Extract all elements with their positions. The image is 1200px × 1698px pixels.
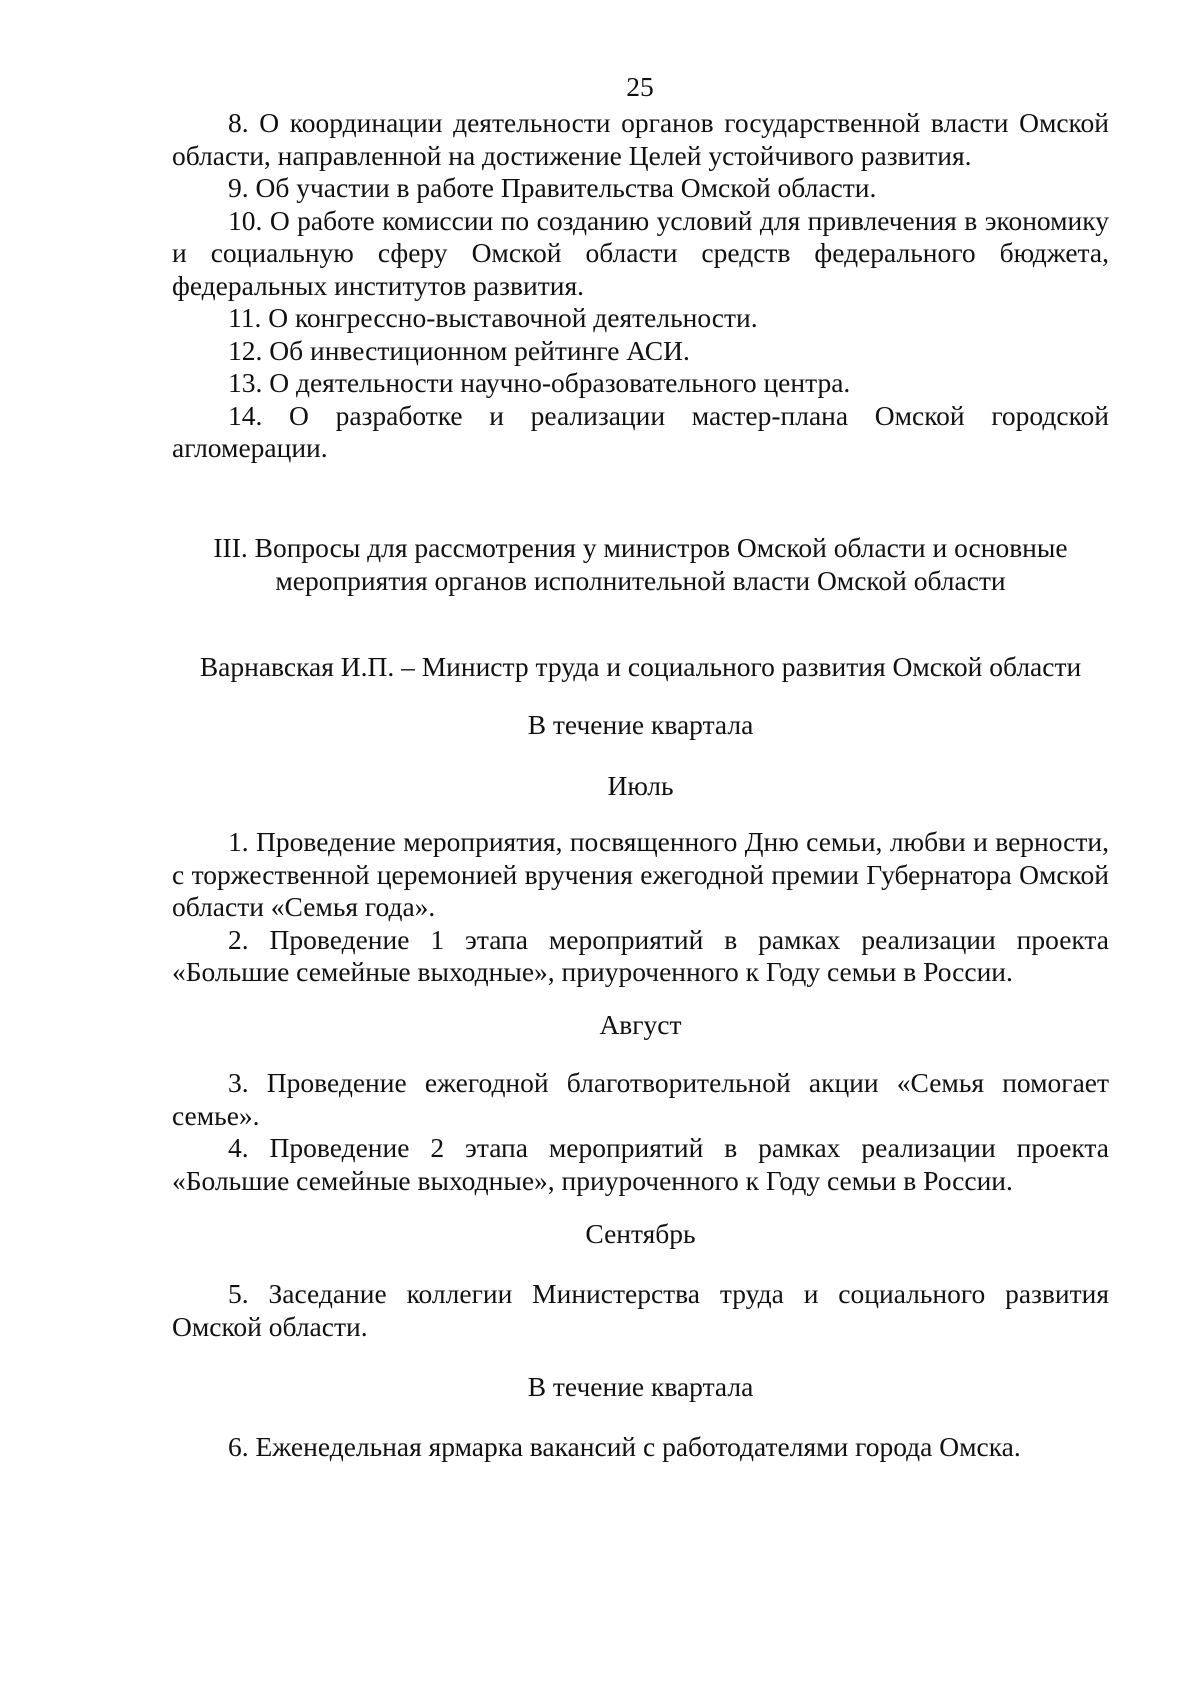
period-heading-2: В течение квартала xyxy=(527,1371,754,1402)
quarter-items-list xyxy=(172,1431,1109,1464)
period-heading: В течение квартала xyxy=(527,709,754,740)
list-item: 11. О конгрессно-выставочной деятельности. xyxy=(228,302,758,333)
section-heading xyxy=(172,532,1109,597)
list-item: 3. Проведение ежегодной благотворительной акции «Семья помогает семье». xyxy=(172,1067,1109,1131)
august-items-list xyxy=(172,1067,1109,1197)
list-item: 1. Проведение мероприятия, посвященного Дню семьи, любви и верности, с торжественной церемонией вручения ежегодной премии Губернатора Омской области «Семья года». xyxy=(172,826,1109,922)
july-items-list xyxy=(172,826,1109,989)
list-item: 2. Проведение 1 этапа мероприятий в рамках реализации проекта «Большие семейные выходные», приуроченного к Году семьи в России. xyxy=(172,923,1109,987)
minister-heading: Варнавская И.П. – Министр труда и социального развития Омской области xyxy=(199,651,1082,682)
list-item: 6. Еженедельная ярмарка вакансий с работодателями города Омска. xyxy=(228,1431,1021,1462)
top-items-list xyxy=(172,107,1109,465)
month-heading-august: Август xyxy=(599,1009,682,1040)
section-heading-line: III. Вопросы для рассмотрения у министров Омской области и основные xyxy=(213,532,1068,563)
month-heading-july: Июль xyxy=(607,770,674,801)
list-item: 5. Заседание коллегии Министерства труда и социального развития Омской области. xyxy=(172,1278,1109,1342)
list-item: 13. О деятельности научно-образовательного центра. xyxy=(228,367,851,398)
list-item: 8. О координации деятельности органов государственной власти Омской области, направленной на достижение Целей устойчивого развития. xyxy=(172,107,1109,171)
september-items-list xyxy=(172,1278,1109,1343)
list-item: 4. Проведение 2 этапа мероприятий в рамках реализации проекта «Большие семейные выходные», приуроченного к Году семьи в России. xyxy=(172,1132,1109,1196)
list-item: 14. О разработке и реализации мастер-плана Омской городской агломерации. xyxy=(172,399,1109,463)
list-item: 9. Об участии в работе Правительства Омской области. xyxy=(228,172,877,203)
page-number: 25 xyxy=(626,71,654,102)
list-item: 10. О работе комиссии по созданию условий для привлечения в экономику и социальную сферу Омской области средств федерального бюджета, федеральных институтов развития. xyxy=(172,204,1109,301)
list-item: 12. Об инвестиционном рейтинге АСИ. xyxy=(228,334,690,366)
month-heading-september: Сентябрь xyxy=(585,1218,696,1249)
section-heading-line: мероприятия органов исполнительной власти Омской области xyxy=(275,564,1006,596)
